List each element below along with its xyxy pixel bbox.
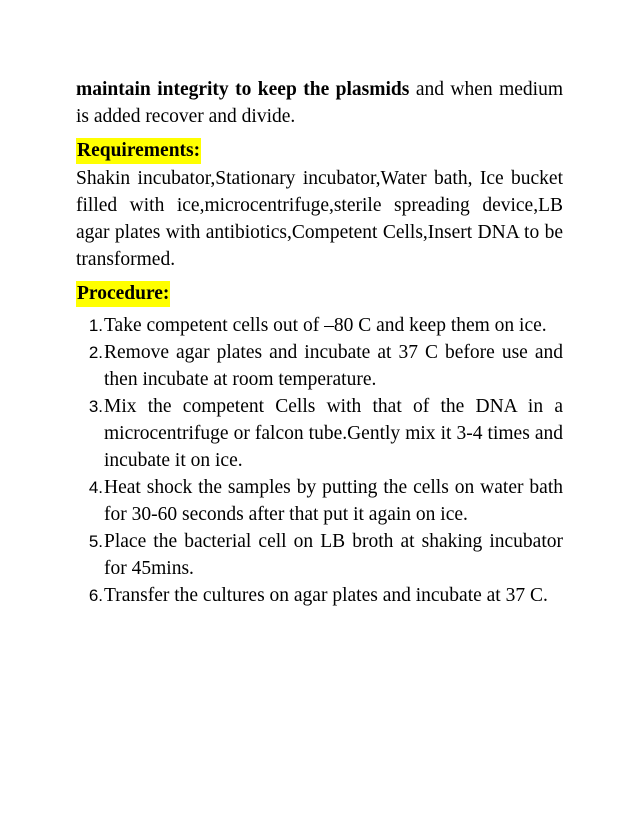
step-text: Take competent cells out of –80 C and keep them on ice. [104,315,547,336]
procedure-step [76,312,563,339]
step-number: 5. [88,532,103,551]
step-text: Transfer the cultures on agar plates and incubate at 37 C. [104,585,548,606]
step-number: 1. [88,316,103,335]
step-number: 4. [88,478,103,497]
document-content [76,76,563,609]
step-number: 3. [88,397,103,416]
procedure-step [76,339,563,393]
procedure-step [76,582,563,609]
procedure-step [76,393,563,474]
step-number: 2. [88,343,103,362]
procedure-step [76,528,563,582]
step-number: 6. [88,586,103,605]
procedure-steps-list [76,312,563,609]
step-text: Place the bacterial cell on LB broth at shaking incubator for 45mins. [104,531,563,579]
intro-rest-text: and when medium is added recover and divide. [76,79,563,127]
procedure-step [76,474,563,528]
procedure-heading-block [76,280,563,307]
requirements-body: Shakin incubator,Stationary incubator,Water bath, Ice bucket filled with ice,microcentrifuge,sterile spreading device,LB agar plates with antibiotics,Competent Cells,Insert DNA to be transformed. [76,168,563,270]
step-text: Heat shock the samples by putting the cells on water bath for 30-60 seconds after that put it again on ice. [104,477,563,525]
intro-paragraph [76,76,563,130]
requirements-heading-block [76,137,563,164]
requirements-heading: Requirements: [76,138,201,164]
step-text: Remove agar plates and incubate at 37 C before use and then incubate at room temperature. [104,342,563,390]
step-text: Mix the competent Cells with that of the DNA in a microcentrifuge or falcon tube.Gently mix it 3-4 times and incubate it on ice. [104,396,563,471]
procedure-heading: Procedure: [76,281,170,307]
intro-bold-text: maintain integrity to keep the plasmids [76,79,410,100]
